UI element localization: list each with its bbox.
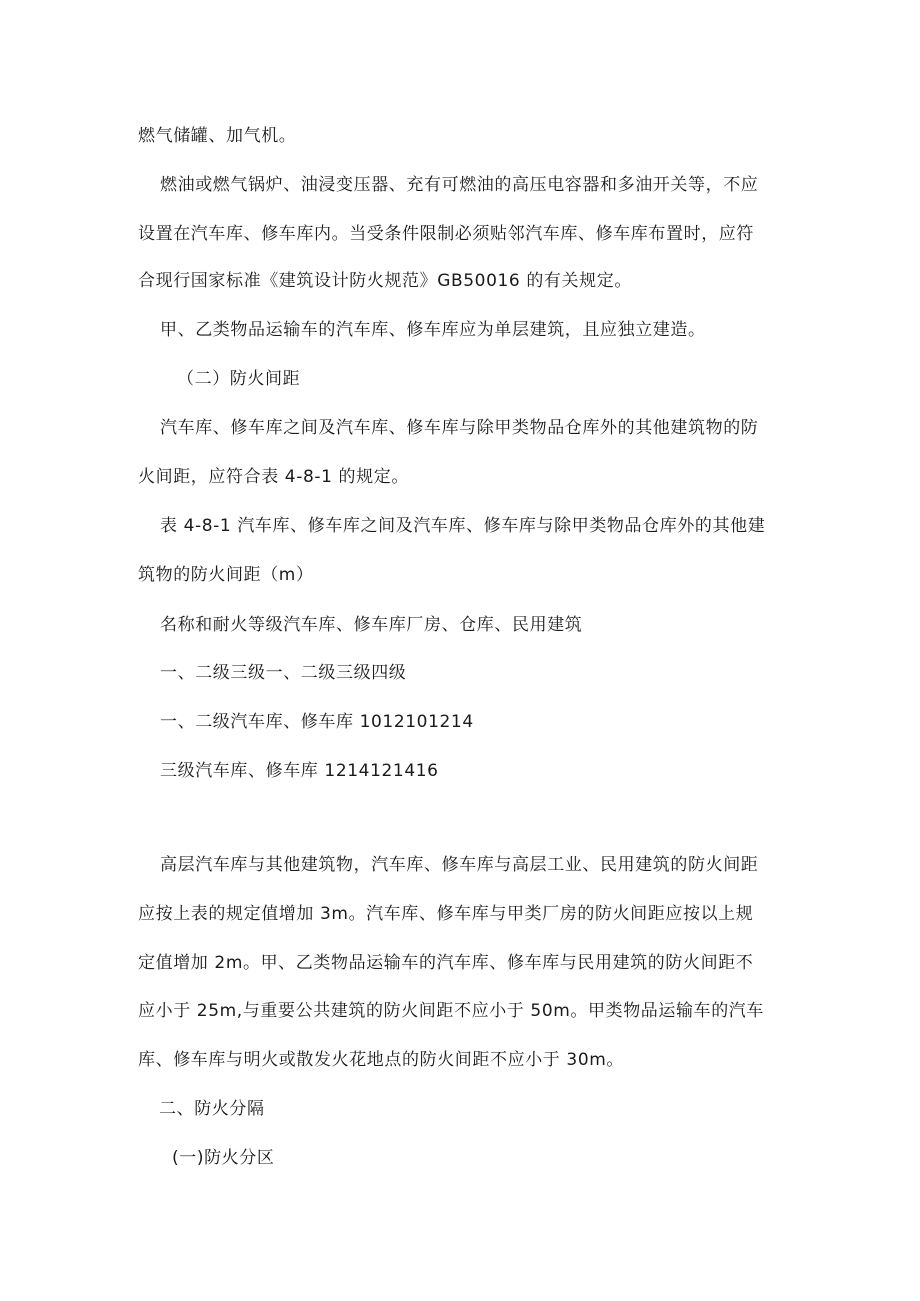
text-line: 高层汽车库与其他建筑物，汽车库、修车库与高层工业、民用建筑的防火间距 — [160, 855, 759, 875]
text-line: 库、修车库与明火或散发火花地点的防火间距不应小于 30m。 — [138, 1050, 624, 1070]
table-row: 三级汽车库、修车库 1214121416 — [160, 761, 439, 781]
text-line: 燃油或燃气锅炉、油浸变压器、充有可燃油的高压电容器和多油开关等，不应 — [160, 175, 759, 195]
table-row: 名称和耐火等级汽车库、修车库厂房、仓库、民用建筑 — [160, 615, 583, 635]
table-caption: 表 4-8-1 汽车库、修车库之间及汽车库、修车库与除甲类物品仓库外的其他建 — [160, 516, 766, 536]
section-heading: 二、防火分隔 — [159, 1099, 265, 1119]
table-row: 一、二级三级一、二级三级四级 — [160, 663, 407, 683]
section-heading: (一)防火分区 — [172, 1148, 275, 1168]
text-line: 定值增加 2m。甲、乙类物品运输车的汽车库、修车库与民用建筑的防火间距不 — [138, 953, 754, 973]
table-row: 一、二级汽车库、修车库 1012101214 — [160, 712, 474, 732]
text-line: 应小于 25m,与重要公共建筑的防火间距不应小于 50m。甲类物品运输车的汽车 — [138, 1001, 764, 1021]
text-line: 设置在汽车库、修车库内。当受条件限制必须贴邻汽车库、修车库布置时，应符 — [138, 224, 754, 244]
text-line: 汽车库、修车库之间及汽车库、修车库与除甲类物品仓库外的其他建筑物的防 — [160, 418, 759, 438]
text-line: 合现行国家标准《建筑设计防火规范》GB50016 的有关规定。 — [138, 271, 632, 291]
text-line: 应按上表的规定值增加 3m。汽车库、修车库与甲类厂房的防火间距应按以上规 — [138, 904, 754, 924]
text-line: 火间距，应符合表 4-8-1 的规定。 — [138, 467, 409, 487]
table-caption: 筑物的防火间距（m） — [138, 565, 314, 585]
text-line: 燃气储罐、加气机。 — [138, 126, 297, 146]
text-line: 甲、乙类物品运输车的汽车库、修车库应为单层建筑，且应独立建造。 — [160, 320, 706, 340]
section-heading: （二）防火间距 — [177, 369, 301, 389]
